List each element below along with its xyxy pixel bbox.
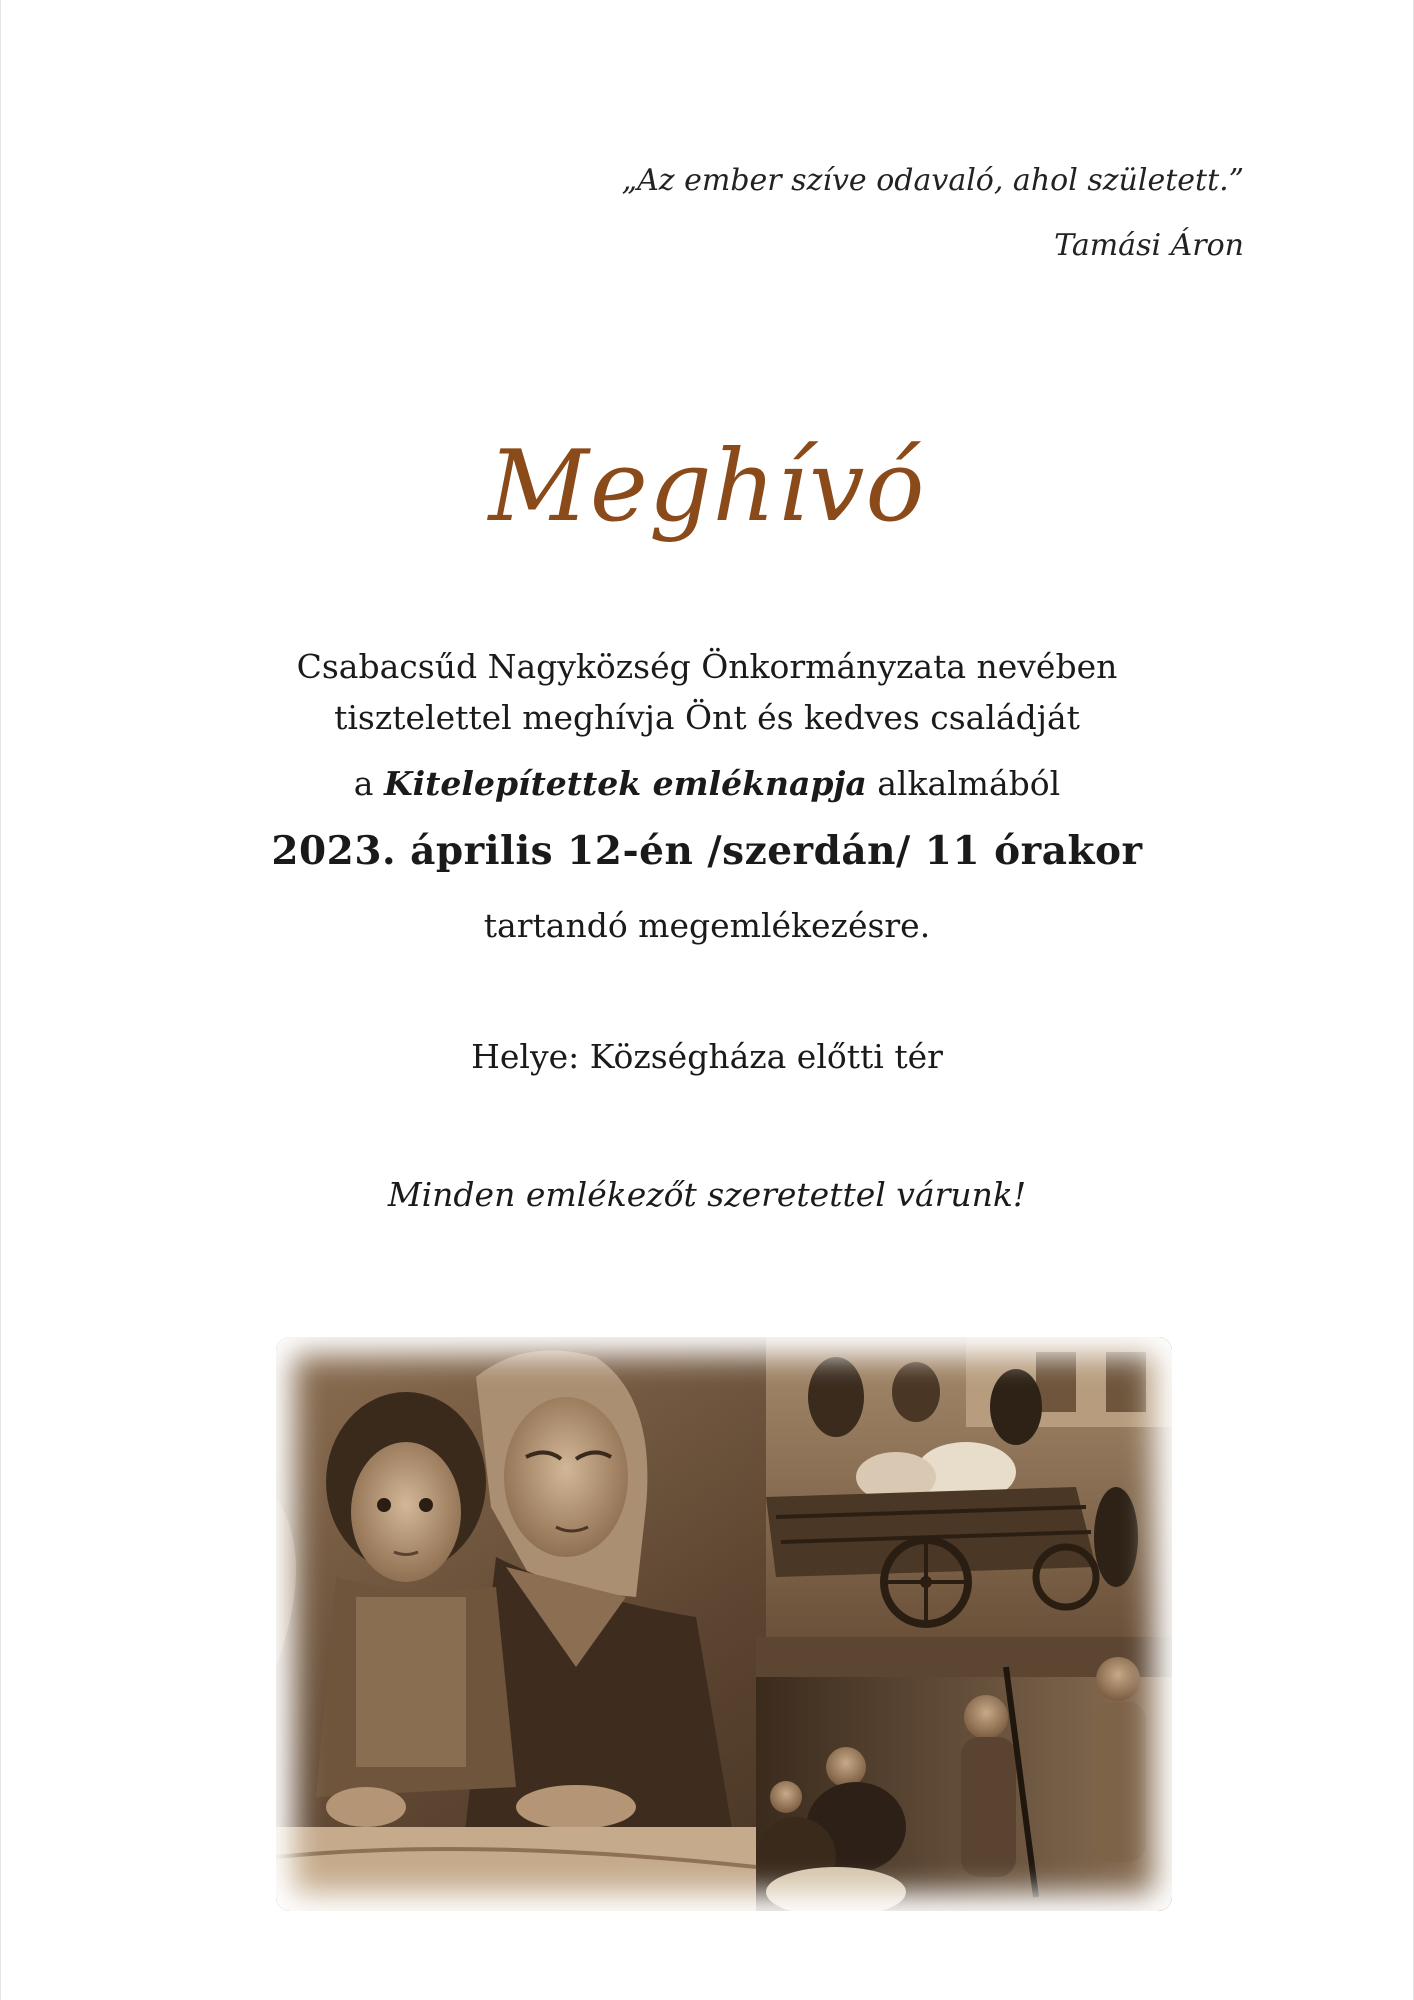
historical-photo-collage	[276, 1337, 1172, 1911]
line3-suffix: alkalmából	[866, 764, 1061, 803]
epigraph-author: Tamási Áron	[1054, 228, 1244, 263]
epigraph-quote: „Az ember szíve odavaló, ahol született.”	[621, 163, 1244, 198]
cart-scene-panel	[766, 1337, 1172, 1637]
event-date: 2023. április 12-én /szerdán/ 11 órakor	[271, 828, 1143, 874]
event-name: Kitelepítettek emléknapja	[383, 764, 867, 803]
event-location: Helye: Községháza előtti tér	[471, 1037, 943, 1076]
soldiers-scene-panel	[756, 1637, 1172, 1911]
invitation-line-2: tisztelettel meghívja Önt és kedves családját	[334, 698, 1080, 737]
invitation-line-1: Csabacsűd Nagyközség Önkormányzata nevében	[296, 647, 1118, 686]
closing-line: Minden emlékezőt szeretettel várunk!	[387, 1175, 1027, 1214]
invitation-line-5: tartandó megemlékezésre.	[483, 906, 931, 945]
invitation-line-3	[0, 764, 1414, 803]
line3-prefix: a	[353, 764, 384, 803]
page-title: Meghívó	[488, 430, 926, 544]
